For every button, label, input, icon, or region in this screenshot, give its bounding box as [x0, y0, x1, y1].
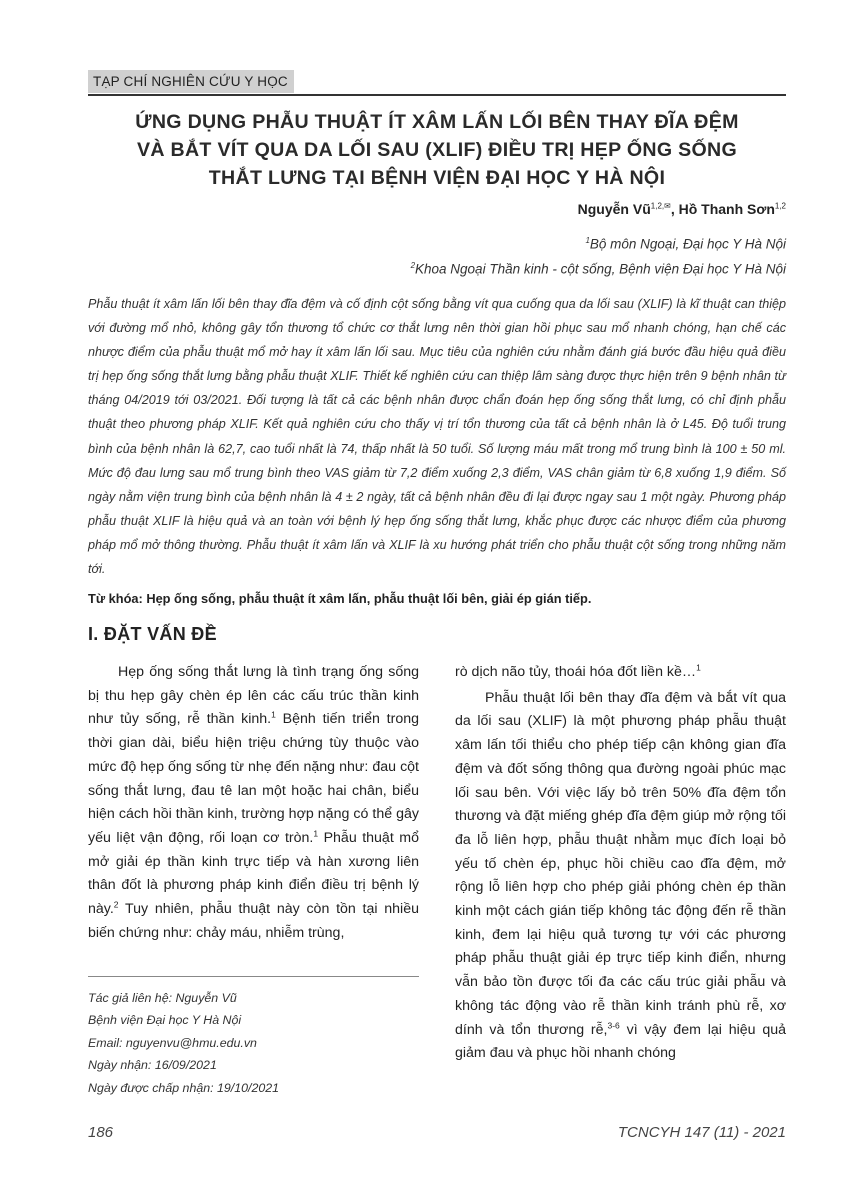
affiliation-superscript: 1	[585, 236, 590, 245]
paragraph	[455, 661, 786, 685]
citation: 3-6	[607, 1019, 620, 1030]
keywords: Từ khóa: Hẹp ống sống, phẫu thuật ít xâm lấn, phẫu thuật lối bên, giải ép gián tiếp.	[88, 591, 592, 606]
footnote-divider	[88, 976, 419, 977]
title-line: ỨNG DỤNG PHẪU THUẬT ÍT XÂM LẤN LỐI BÊN THAY ĐĨA ĐỆM	[135, 111, 739, 133]
footnote-received: Ngày nhận: 16/09/2021	[88, 1058, 217, 1073]
section-heading: I. ĐẶT VẤN ĐỀ	[88, 624, 217, 644]
journal-reference: TCNCYH 147 (11) - 2021	[617, 1124, 786, 1141]
author-list	[578, 201, 786, 217]
journal-tag: TẠP CHÍ NGHIÊN CỨU Y HỌC	[88, 70, 294, 93]
affiliation-text: Bộ môn Ngoại, Đại học Y Hà Nội	[589, 236, 786, 252]
left-column	[88, 661, 419, 945]
paragraph-text: Tuy nhiên, phẫu thuật này còn tồn tại nhiều biến chứng như: chảy máu, nhiễm trùng,	[88, 901, 419, 941]
page-number: 186	[88, 1124, 114, 1141]
paragraph-text: Bệnh tiến triển trong thời gian dài, biểu hiện triệu chứng tùy thuộc vào mức độ hẹp ống sống từ nhẹ đến nặng như: đau cột sống thắt lưng, đau tê lan một hoặc hai chân, biểu hiện cách hồi thần kinh, trường hợp nặng có thể gây yếu liệt vận động, rối loạn cơ tròn.	[88, 711, 419, 846]
author-superscript: 1,2,✉	[650, 201, 671, 211]
paragraph	[455, 687, 786, 1066]
footnote-accepted: Ngày được chấp nhận: 19/10/2021	[88, 1080, 280, 1095]
affiliation-superscript: 2	[410, 261, 416, 270]
paragraph-text: vì vậy đem lại hiệu quả giảm đau và phục hồi nhanh chóng	[455, 1021, 786, 1062]
journal-header	[88, 70, 786, 96]
footnote-contact: Tác giả liên hệ: Nguyễn Vũ	[88, 991, 237, 1005]
citation: 1	[696, 662, 701, 673]
footnote-email: Email: nguyenvu@hmu.edu.vn	[88, 1035, 257, 1050]
citation: 2	[113, 899, 119, 910]
paragraph	[88, 661, 419, 945]
article-title	[88, 108, 786, 192]
abstract: Phẫu thuật ít xâm lấn lối bên thay đĩa đệm và cố định cột sống bằng vít qua cuống qua da lối sau (XLIF) là kĩ thuật can thiệp với đường mổ nhỏ, không gây tổn thương tổ chức cơ thắt lưng nên thời gian hồi phục sau mổ nhanh chóng, hạn chế các nhược điểm của phẫu thuật mổ mở hay ít xâm lấn lối sau. Mục tiêu của nghiên cứu nhằm đánh giá bước đầu hiệu quả điều trị hẹp ống sống thắt lưng bằng phẫu thuật XLIF. Thiết kế nghiên cứu can thiệp lâm sàng được thực hiện trên 9 bệnh nhân từ tháng 04/2019 tới 03/2021. Đối tượng là tất cả các bệnh nhân được chẩn đoán hẹp ống sống thắt lưng, có chỉ định phẫu thuật theo phương pháp XLIF. Kết quả nghiên cứu cho thấy vị trí tổn thương của tất cả bệnh nhân là ở L45. Độ tuổi trung bình của bệnh nhân là 62,7, cao tuổi nhất là 74, thấp nhất là 50 tuổi. Số lượng máu mất trong mổ trung bình là 100 ± 50 ml. Mức độ đau lưng sau mổ trung bình theo VAS giảm từ 7,2 điểm xuống 2,3 điểm, VAS chân giảm từ 6,8 xuống 1,9 điểm. Số ngày nằm viện trung bình của bệnh nhân là 4 ± 2 ngày, tất cả bệnh nhân đều đi lại được ngay sau 1 một ngày. Phương pháp phẫu thuật XLIF là hiệu quả và an toàn với bệnh lý hẹp ống sống thắt lưng, khắc phục được các nhược điểm của phương pháp mổ mở thông thường. Phẫu thuật ít xâm lấn và XLIF là xu hướng phát triển cho phẫu thuật cột sống trong những năm tới.	[88, 297, 786, 577]
author-superscript: 1,2	[774, 201, 786, 211]
paragraph-text: Hẹp ống sống thắt lưng là tình trạng ống sống bị thu hẹp gây chèn ép lên các cấu trúc thần kinh như tủy sống, rễ thần kinh.	[88, 664, 419, 728]
right-column	[455, 661, 786, 1066]
paragraph-text: Phẫu thuật lối bên thay đĩa đệm và bắt vít qua da lối sau (XLIF) là một phương pháp phẫu thuật xâm lấn tối thiểu cho phép tiếp cận không gian đĩa đệm và đốt sống thông qua đường ngoài phúc mạc lối sau bên. Với việc lấy bỏ trên 50% đĩa đệm tổn thương và đặt miếng ghép đĩa đệm giúp mở rộng tối đa lỗ liên hợp, phẫu thuật nhằm mục đích loại bỏ yếu tố chèn ép, phục hồi chiều cao đĩa đệm, mở rộng lỗ liên hợp cho phép giải phóng chèn ép thần kinh một cách gián tiếp không tác động đến rễ thần kinh, đem lại hiệu quả tương tự với các phương pháp phẫu thuật giải ép trực tiếp kinh điển, nhưng vẫn bảo tồn được tối đa các cấu trúc giải phẫu và không tác động vào rễ thần kinh tránh phù rễ, xơ dính và tổn thương rễ,	[455, 689, 786, 1038]
affiliation	[411, 261, 786, 277]
corresponding-author-note	[88, 987, 419, 1099]
citation: 1	[313, 828, 319, 839]
paragraph-text: Phẫu thuật mổ mở giải ép thần kinh trực tiếp và hàn xương liên thân đốt là phương pháp kinh điển điều trị bệnh lý này.	[88, 829, 419, 918]
title-line: VÀ BẮT VÍT QUA DA LỐI SAU (XLIF) ĐIỀU TRỊ HẸP ỐNG SỐNG	[136, 139, 738, 161]
paragraph-text: rò dịch não tủy, thoái hóa đốt liền kề…	[455, 664, 697, 680]
footnote-institution: Bệnh viện Đại học Y Hà Nội	[88, 1013, 242, 1028]
title-line: THẮT LƯNG TẠI BỆNH VIỆN ĐẠI HỌC Y HÀ NỘI	[208, 167, 666, 189]
author-separator: ,	[670, 201, 679, 217]
affiliation-text: Khoa Ngoại Thần kinh - cột sống, Bệnh viện Đại học Y Hà Nội	[415, 261, 786, 277]
affiliation	[585, 236, 786, 252]
author-name: Hồ Thanh Sơn	[678, 201, 775, 217]
citation: 1	[271, 709, 276, 720]
author-name: Nguyễn Vũ	[577, 201, 651, 217]
